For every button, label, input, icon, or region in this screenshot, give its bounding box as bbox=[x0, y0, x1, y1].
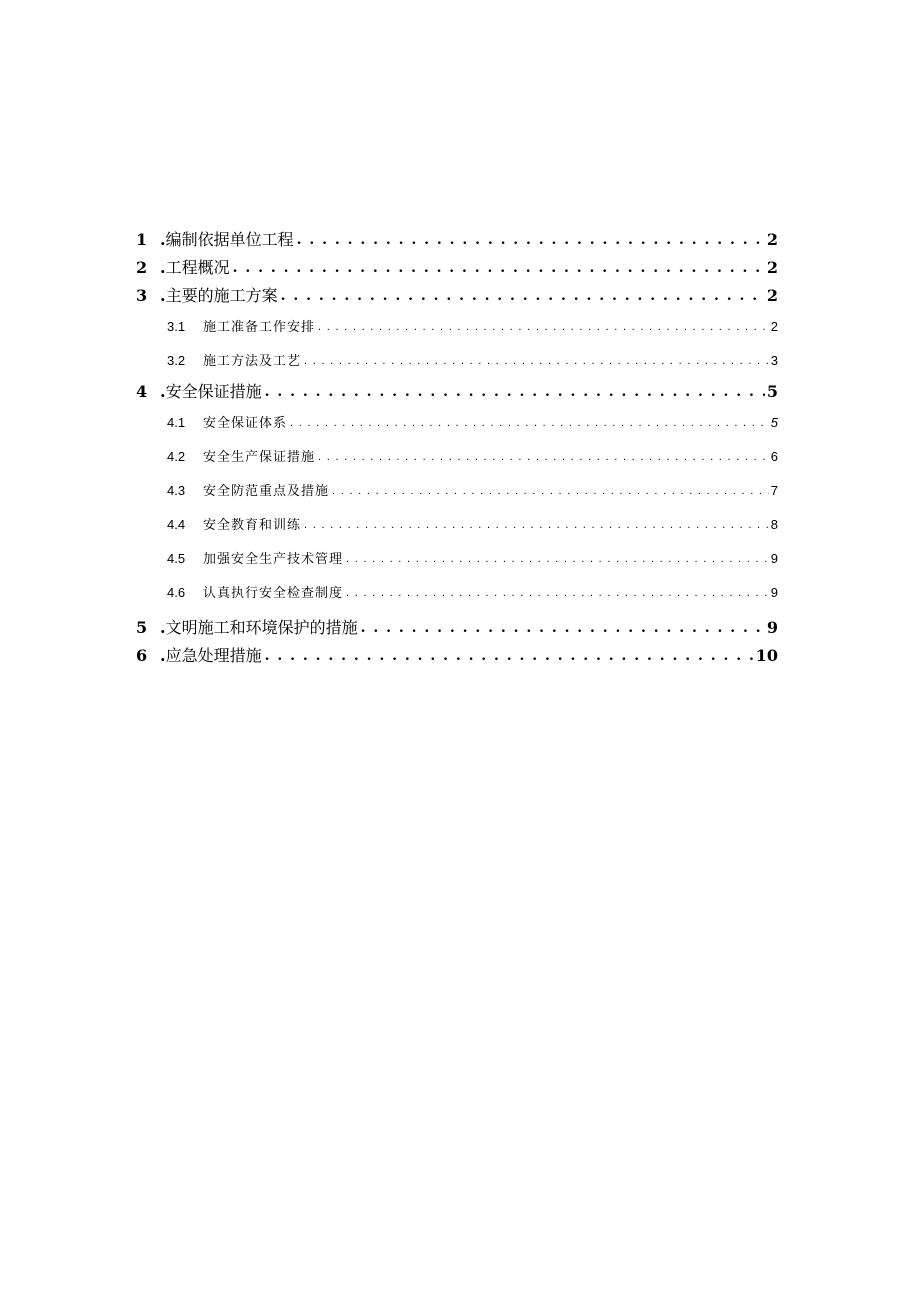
dot-leader bbox=[346, 542, 769, 576]
dot-leader bbox=[304, 508, 769, 542]
toc-entry-page: 6 bbox=[770, 449, 778, 464]
toc-entry-page: 9 bbox=[766, 618, 778, 637]
toc-entry-4-6[interactable] bbox=[136, 576, 778, 610]
dot-leader bbox=[233, 254, 765, 282]
dot-leader bbox=[318, 440, 769, 474]
toc-entry-title: 认真执行安全检查制度 bbox=[203, 586, 344, 601]
toc-entry-page: 5 bbox=[766, 382, 778, 401]
toc-entry-page: 2 bbox=[766, 286, 778, 305]
toc-entry-page: 9 bbox=[770, 551, 778, 566]
toc-entry-4-4[interactable] bbox=[136, 508, 778, 542]
toc-entry-page: 3 bbox=[770, 353, 778, 368]
dot-leader bbox=[346, 576, 769, 610]
toc-entry-title: 施工方法及工艺 bbox=[203, 354, 302, 369]
toc-entry-4-2[interactable] bbox=[136, 440, 778, 474]
toc-entry-title: .编制依据单位工程 bbox=[160, 230, 294, 249]
toc-entry-page: 8 bbox=[770, 517, 778, 532]
toc-entry-number: 4.1 bbox=[167, 415, 186, 430]
toc-entry-number: 3 bbox=[136, 286, 148, 305]
toc-entry-number: 3.1 bbox=[167, 319, 186, 334]
toc-entry-title: .文明施工和环境保护的措施 bbox=[160, 618, 358, 637]
toc-entry-number: 6 bbox=[136, 646, 148, 665]
toc-entry-number: 4.3 bbox=[167, 483, 186, 498]
dot-leader bbox=[290, 406, 769, 440]
toc-entry-title: .主要的施工方案 bbox=[160, 286, 278, 305]
toc-entry-page: 5 bbox=[770, 415, 778, 430]
toc-entry-title: 安全保证体系 bbox=[203, 416, 288, 431]
toc-entry-number: 3.2 bbox=[167, 353, 186, 368]
toc-entry-4[interactable] bbox=[136, 378, 778, 406]
toc-entry-page: 2 bbox=[766, 258, 778, 277]
toc-entry-3-1[interactable] bbox=[136, 310, 778, 344]
toc-entry-title: 施工准备工作安排 bbox=[203, 320, 316, 335]
table-of-contents bbox=[136, 226, 778, 670]
toc-entry-title: 安全防范重点及措施 bbox=[203, 484, 330, 499]
toc-entry-number: 4.6 bbox=[167, 585, 186, 600]
toc-entry-number: 4 bbox=[136, 382, 148, 401]
toc-entry-title: .安全保证措施 bbox=[160, 382, 262, 401]
toc-entry-2[interactable] bbox=[136, 254, 778, 282]
toc-entry-number: 5 bbox=[136, 618, 148, 637]
toc-entry-page: 7 bbox=[770, 483, 778, 498]
toc-entry-1[interactable] bbox=[136, 226, 778, 254]
dot-leader bbox=[318, 310, 769, 344]
dot-leader bbox=[297, 226, 765, 254]
toc-entry-title: .工程概况 bbox=[160, 258, 230, 277]
dot-leader bbox=[332, 474, 769, 508]
toc-entry-5[interactable] bbox=[136, 614, 778, 642]
toc-entry-number: 1 bbox=[136, 230, 148, 249]
toc-entry-4-5[interactable] bbox=[136, 542, 778, 576]
toc-entry-title: 安全教育和训练 bbox=[203, 518, 302, 533]
toc-entry-page: 2 bbox=[766, 230, 778, 249]
toc-entry-page: 2 bbox=[770, 319, 778, 334]
toc-entry-6[interactable] bbox=[136, 642, 778, 670]
dot-leader bbox=[265, 378, 765, 406]
toc-entry-number: 2 bbox=[136, 258, 148, 277]
toc-entry-number: 4.2 bbox=[167, 449, 186, 464]
toc-entry-number: 4.5 bbox=[167, 551, 186, 566]
toc-entry-number: 4.4 bbox=[167, 517, 186, 532]
toc-entry-title: 加强安全生产技术管理 bbox=[203, 552, 344, 567]
toc-entry-4-1[interactable] bbox=[136, 406, 778, 440]
toc-entry-3[interactable] bbox=[136, 282, 778, 310]
toc-entry-4-3[interactable] bbox=[136, 474, 778, 508]
toc-entry-title: .应急处理措施 bbox=[160, 646, 262, 665]
toc-entry-title: 安全生产保证措施 bbox=[203, 450, 316, 465]
toc-entry-page: 10 bbox=[755, 646, 778, 665]
toc-entry-page: 9 bbox=[770, 585, 778, 600]
toc-entry-3-2[interactable] bbox=[136, 344, 778, 378]
dot-leader bbox=[304, 344, 769, 378]
dot-leader bbox=[361, 614, 765, 642]
dot-leader bbox=[281, 282, 765, 310]
dot-leader bbox=[265, 642, 754, 670]
